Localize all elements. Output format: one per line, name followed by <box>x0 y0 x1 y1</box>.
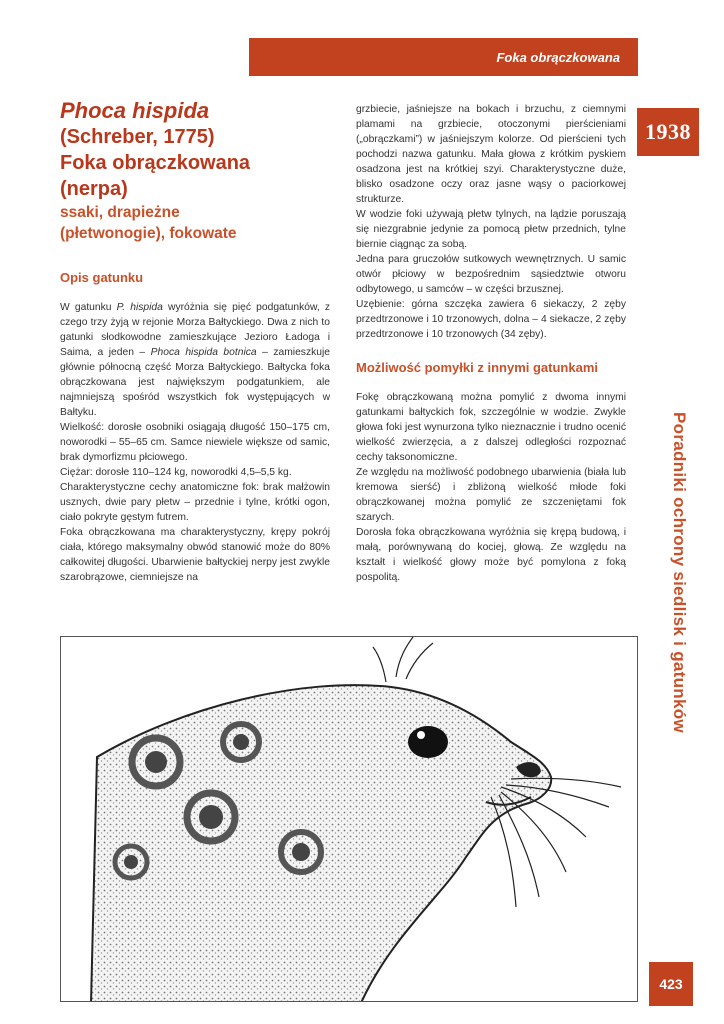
side-series-label <box>664 362 694 782</box>
confusion-paragraph-2: Ze względu na możliwość podobnego ubarwienia (biała lub kremowa sierść) i zbliżoną wielkość młode foki obrączkowanej można pomylić ze szczeniętami fok szarych. <box>356 467 626 523</box>
classification-line1: ssaki, drapieżne <box>60 204 180 221</box>
running-header <box>249 38 638 76</box>
locomotion-paragraph: W wodzie foki używają płetw tylnych, na lądzie poruszają się niezgrabnie jedynie za pomocą płetw przednich, tylne biernie ciągnąc za sobą. <box>356 209 626 250</box>
seal-head-drawing <box>61 637 638 1002</box>
running-header-title: Foka obrączkowana <box>496 49 620 65</box>
species-author: (Schreber, 1775) <box>60 126 215 148</box>
series-title: Poradniki ochrony siedlisk i gatunków <box>670 411 689 733</box>
coloration-paragraph: grzbiecie, jaśniejsze na bokach i brzuchu, z ciemnymi plamami na grzbiecie, otoczonymi pierścieniami („obrączkami”) w jaśniejszym kolorze. Od pierścieni tych pochodzi nazwa gatunku. Mała głowa z krótkim pyskiem osadzona jest na krótkiej szyi. Charakterystyczne duże, blisko osadzone oczy oraz jasne wąsy o paciorkowej strukturze. <box>356 104 626 205</box>
confusion-paragraph-1: Fokę obrączkowaną można pomylić z dwoma innymi gatunkami bałtyckich fok, szczególnie w wodzie. Zwykle głowa foki jest wynurzona tylko nieznacznie i trudno ocenić wielkość zwierzęcia, a z dalszej odległości rozpoznać cechy taksonomiczne. <box>356 392 626 463</box>
left-column <box>60 98 330 585</box>
polish-name: Foka obrączkowana <box>60 152 251 174</box>
size-paragraph: Wielkość: dorosłe osobniki osiągają długość 150–175 cm, noworodki – 55–65 cm. Samce niewiele większe od samic, brak dymorfizmu płciowego. <box>60 422 330 463</box>
polish-name-alt: (nerpa) <box>60 178 128 200</box>
species-number-tab <box>637 108 699 156</box>
weight-paragraph: Ciężar: dorosłe 110–124 kg, noworodki 4,5–5,5 kg. <box>60 467 292 478</box>
section-title-description: Opis gatunku <box>60 270 144 285</box>
body-shape-paragraph: Foka obrączkowana ma charakterystyczny, krępy pokrój ciała, którego maksymalny obwód stanowić może do 80% całkowitej długości. Ubarwienie bałtyckiej nerpy jest zwykle szarobrązowe, ciemniejsze na <box>60 527 330 583</box>
right-column <box>356 102 626 585</box>
seal-illustration <box>60 636 638 1002</box>
species-number: 1938 <box>645 119 691 144</box>
section-title-confusion: Możliwość pomyłki z innymi gatunkami <box>356 360 598 375</box>
latin-name: Phoca hispida <box>60 98 210 123</box>
page-number: 423 <box>649 962 693 1006</box>
classification-line2: (płetwonogie), fokowate <box>60 225 237 242</box>
anatomy-paragraph: Charakterystyczne cechy anatomiczne fok: brak małżowin usznych, dwie pary płetw – przednie i tylne, krótki ogon, ciało pokryte gęstym futrem. <box>60 482 330 523</box>
description-paragraph: W gatunku P. hispida wyróżnia się pięć podgatunków, z czego trzy żyją w rejonie Morza Bałtyckiego. Dwa z nich to gatunki słodkowodne zamieszkujące Jezioro Ładoga i Saima, a jeden – Phoca hispida botnica – zamieszkuje głównie północną część Morza Bałtyckiego. Bałtycka foka obrączkowana jest największym podgatunkiem, ale najmniejszą spośród wszystkich fok występujących w Bałtyku. <box>60 302 330 418</box>
glands-paragraph: Jedna para gruczołów sutkowych wewnętrznych. U samic otwór płciowy w bezpośrednim sąsiedztwie otworu odbytowego, u samców – w części brzusznej. <box>356 254 626 295</box>
confusion-paragraph-3: Dorosła foka obrączkowana wyróżnia się krępą budową, i małą, porównywaną do kociej, głową. Ze względu na kształt i wielkość głowy może być pomylona z foką pospolitą. <box>356 527 626 583</box>
seal-eye <box>408 726 448 758</box>
dentition-paragraph: Uzębienie: górna szczęka zawiera 6 siekaczy, 2 zęby przedtrzonowe i 10 trzonowych, dolna – 4 siekacze, 2 zęby przedtrzonowe i 10 trzonowych (34 zęby). <box>356 299 626 340</box>
